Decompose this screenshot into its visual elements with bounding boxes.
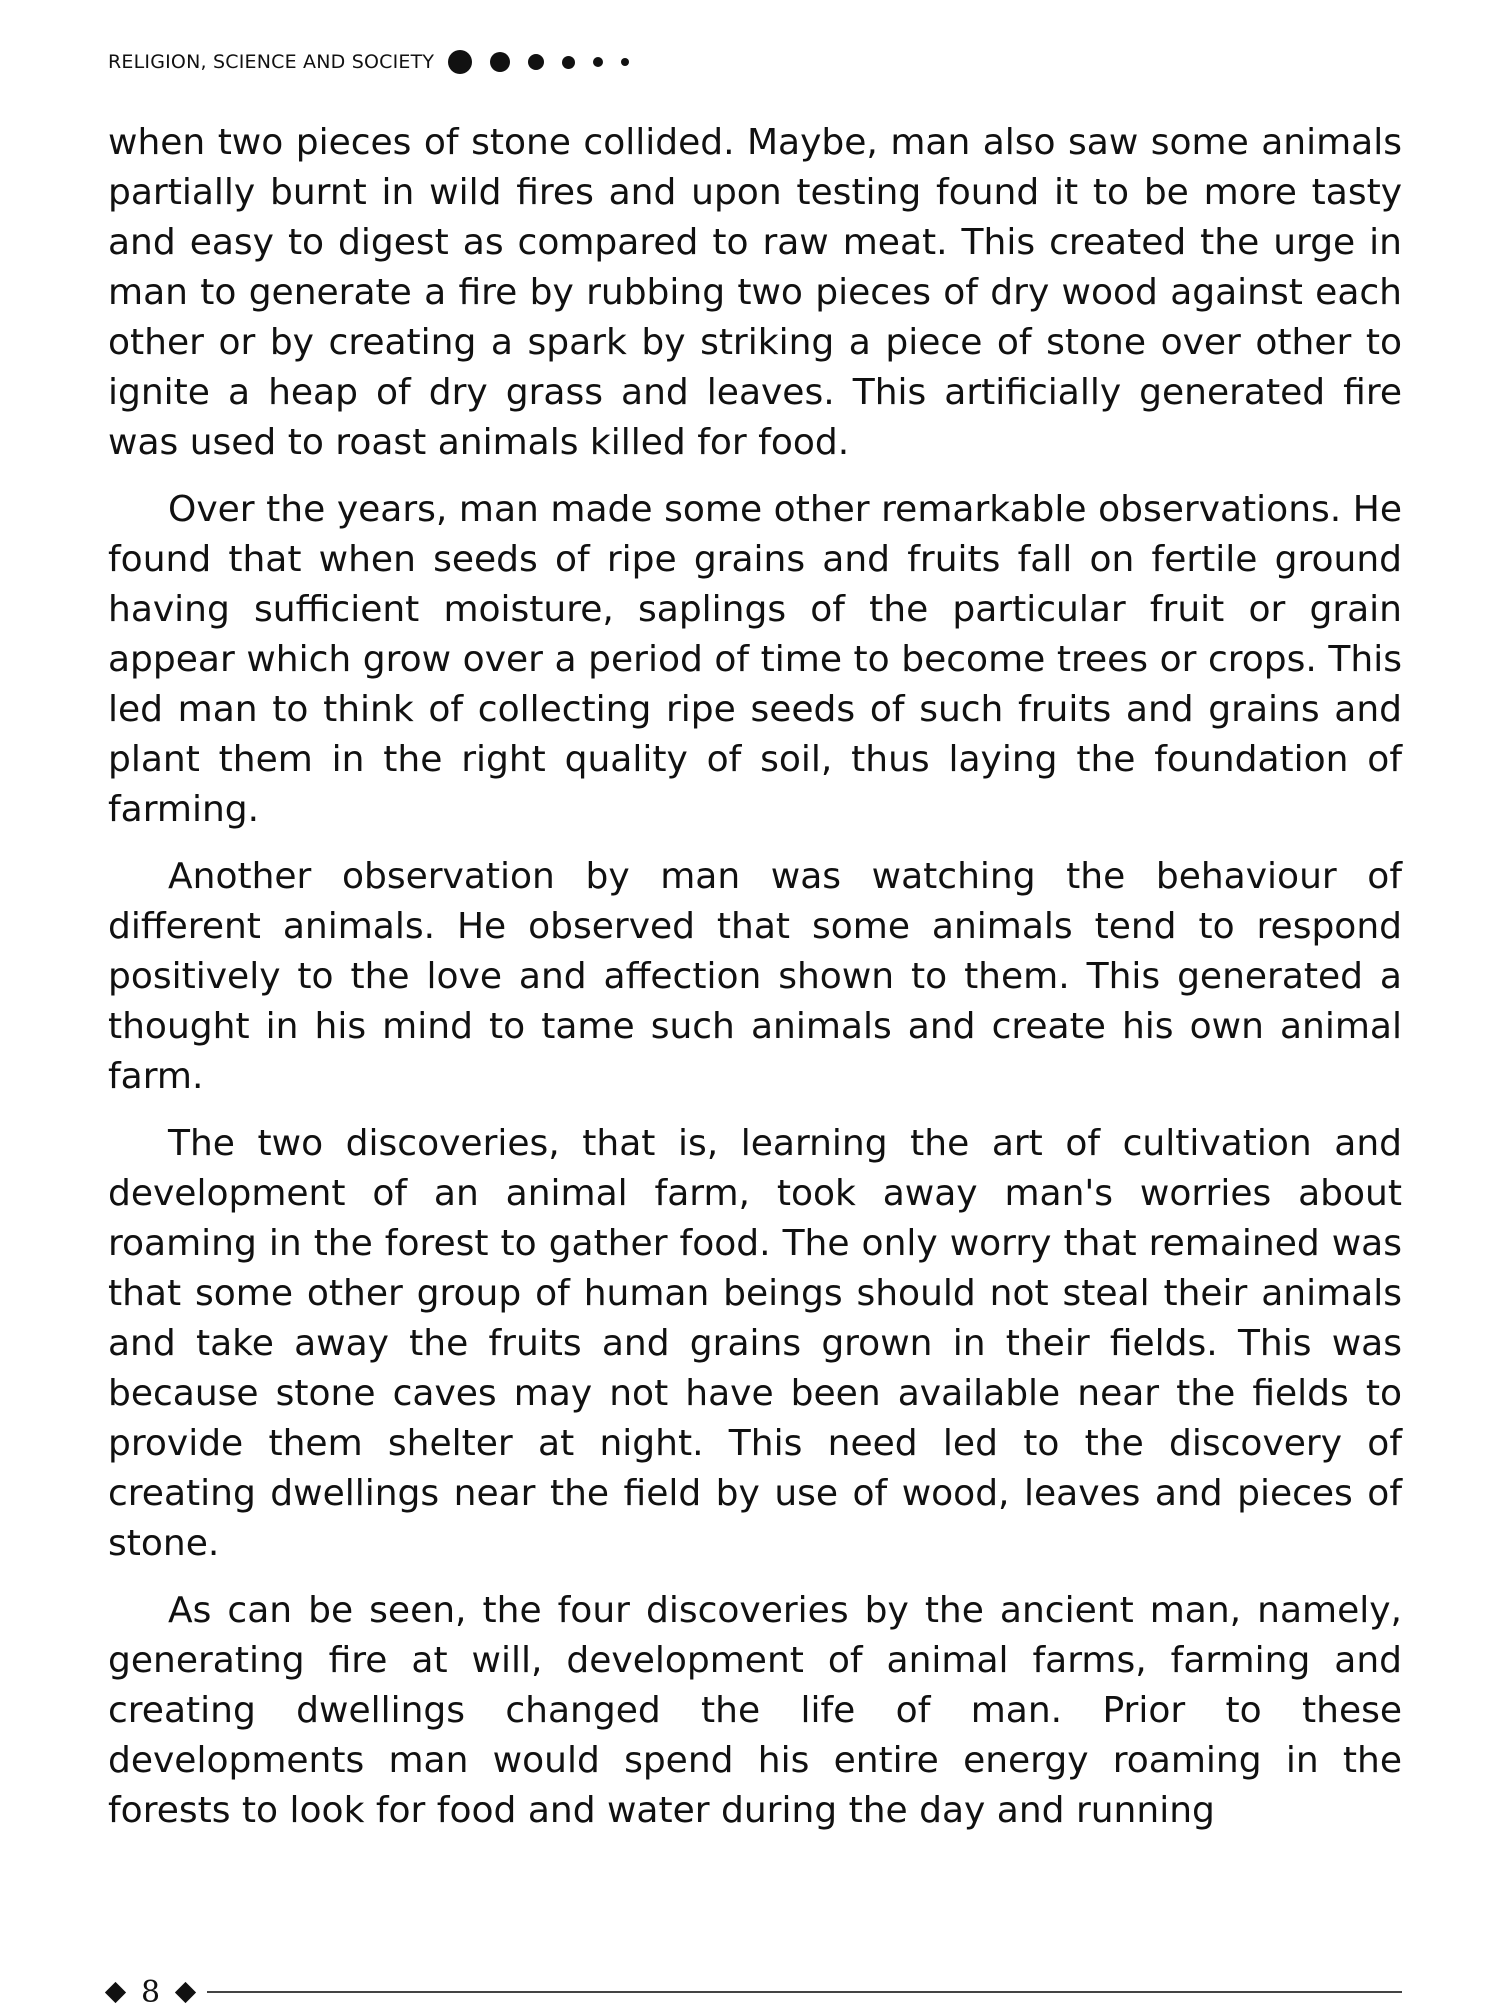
paragraph-4: The two discoveries, that is, learning the art of cultivation and development of an animal farm, took away man's worries about roaming in the forest to gather food. The only worry that remained was that some other group of human beings should not steal their animals and take away the fruits and grains grown in their fields. This was because stone caves may not have been available near the fields to provide them shelter at night. This need led to the discovery of creating dwellings near the field by use of wood, leaves and pieces of stone. <box>108 1123 1402 1564</box>
diamond-icon <box>105 1981 126 2002</box>
page-footer <box>108 1974 1402 2010</box>
dot-icon <box>621 58 629 66</box>
footer-rule <box>207 1991 1402 1993</box>
header-dots <box>448 50 647 74</box>
dot-icon <box>528 54 544 70</box>
page-number: 8 <box>141 1974 161 2010</box>
dot-icon <box>593 57 603 67</box>
diamond-icon <box>175 1981 196 2002</box>
paragraph-1: when two pieces of stone collided. Maybe, man also saw some animals partially burnt in wild fires and upon testing found it to be more tasty and easy to digest as compared to raw meat. This created the urge in man to generate a fire by rubbing two pieces of dry wood against each other or by creating a spark by striking a piece of stone over other to ignite a heap of dry grass and leaves. This artificially generated fire was used to roast animals killed for food. <box>108 122 1402 463</box>
paragraph-5: As can be seen, the four discoveries by the ancient man, namely, generating fire at will, development of animal farms, farming and creating dwellings changed the life of man. Prior to these developments man would spend his entire energy roaming in the forests to look for food and water during the day and running <box>108 1590 1402 1831</box>
dot-icon <box>448 50 472 74</box>
paragraph-3: Another observation by man was watching the behaviour of different animals. He observed that some animals tend to respond positively to the love and affection shown to them. This generated a thought in his mind to tame such animals and create his own animal farm. <box>108 856 1402 1097</box>
dot-icon <box>562 56 575 69</box>
running-title: RELIGION, SCIENCE AND SOCIETY <box>108 51 435 73</box>
body-text <box>108 118 1402 1853</box>
dot-icon <box>490 52 510 72</box>
running-header <box>108 48 647 76</box>
paragraph-2: Over the years, man made some other remarkable observations. He found that when seeds of ripe grains and fruits fall on fertile ground having sufficient moisture, saplings of the particular fruit or grain appear which grow over a period of time to become trees or crops. This led man to think of collecting ripe seeds of such fruits and grains and plant them in the right quality of soil, thus laying the foundation of farming. <box>108 489 1402 830</box>
